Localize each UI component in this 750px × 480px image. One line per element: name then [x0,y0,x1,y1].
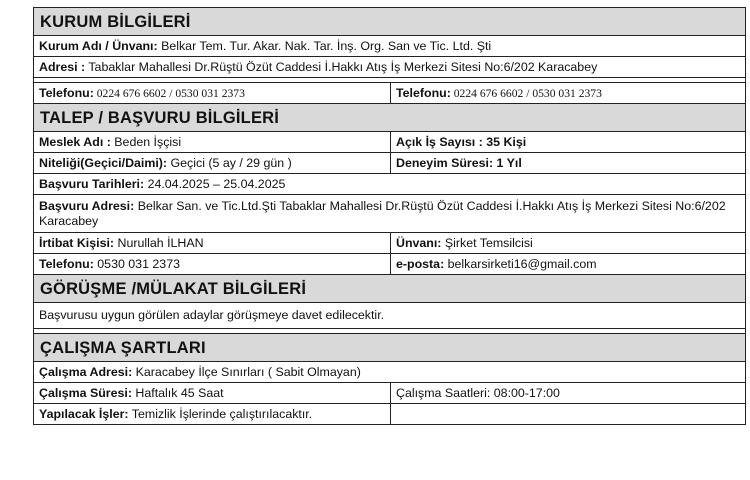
iletisim-row [33,254,746,275]
section-talep-header [33,104,746,132]
unvan-label: Ünvanı: [396,236,442,250]
meslek-cell [34,132,390,152]
gorusme-text: Başvurusu uygun görülen adaylar görüşmeye davet edilecektir. [39,308,385,322]
section-calisma-header [33,333,746,362]
eposta-label: e-posta: [396,257,445,271]
basvuru-adres-row [33,195,746,233]
kurum-adres-row [33,57,746,78]
irtibat-row [33,233,746,254]
basvuru-adres-label: Başvuru Adresi: [39,199,135,213]
telefon-cell [34,254,390,274]
kurum-ad-label: Kurum Adı / Ünvanı: [39,39,158,53]
kurum-telefon-row [33,82,746,104]
empty-cell [390,404,745,424]
acik-is-label: Açık İş Sayısı : 35 Kişi [396,135,527,149]
basvuru-tarih-label: Başvuru Tarihleri: [39,177,145,191]
basvuru-tarih-value: 24.04.2025 – 25.04.2025 [144,177,286,191]
calisma-adres-label: Çalışma Adresi: [39,365,133,379]
yapilacak-isler-value: Temizlik İşlerinde çalıştırılacaktır. [128,407,313,421]
meslek-value: Beden İşçisi [110,135,182,149]
calisma-sure-value: Haftalık 45 Saat [131,386,224,400]
kurum-telefon-2-value: 0224 676 6602 / 0530 031 2373 [450,87,602,100]
section-title-calisma: ÇALIŞMA ŞARTLARI [34,334,745,361]
kurum-telefon-2-label: Telefonu: [396,86,451,100]
telefon-value: 0530 031 2373 [93,257,180,271]
calisma-adres-row [33,362,746,383]
kurum-telefon-1-value: 0224 676 6602 / 0530 031 2373 [93,87,245,100]
section-gorusme-header [33,275,746,303]
calisma-sure-label: Çalışma Süresi: [39,386,132,400]
basvuru-tarih-row [33,174,746,195]
eposta-value: belkarsirketi16@gmail.com [444,257,597,271]
meslek-row [33,132,746,153]
kurum-telefon-2-cell [390,83,745,103]
nitelik-value: Geçici (5 ay / 29 gün ) [167,156,292,170]
section-title-talep: TALEP / BAŞVURU BİLGİLERİ [34,104,745,131]
section-kurum-header [33,7,746,36]
section-title-kurum: KURUM BİLGİLERİ [34,8,745,35]
eposta-cell [390,254,745,274]
irtibat-value: Nurullah İLHAN [114,236,204,250]
unvan-value: Şirket Temsilcisi [441,236,533,250]
yapilacak-isler-row [33,404,746,425]
gorusme-row [33,303,746,329]
kurum-adres-cell [34,57,745,77]
deneyim-cell [390,153,745,173]
calisma-saat-value: Çalışma Saatleri: 08:00-17:00 [396,386,560,400]
kurum-adres-label: Adresi : [39,60,86,74]
section-title-gorusme: GÖRÜŞME /MÜLAKAT BİLGİLERİ [34,275,745,302]
form-document [33,7,746,425]
acik-is-cell [390,132,745,152]
deneyim-label: Deneyim Süresi: 1 Yıl [396,156,522,170]
kurum-telefon-1-cell [34,83,390,103]
kurum-ad-row [33,36,746,57]
calisma-sure-cell [34,383,390,403]
calisma-adres-cell [34,362,745,382]
nitelik-row [33,153,746,174]
kurum-ad-cell [34,36,745,56]
nitelik-cell [34,153,390,173]
kurum-ad-value: Belkar Tem. Tur. Akar. Nak. Tar. İnş. Org. San ve Tic. Ltd. Şti [157,39,492,53]
basvuru-tarih-cell [34,174,745,194]
calisma-sure-row [33,383,746,404]
unvan-cell [390,233,745,253]
yapilacak-isler-label: Yapılacak İşler: [39,407,129,421]
calisma-saat-cell [390,383,745,403]
irtibat-cell [34,233,390,253]
meslek-label: Meslek Adı : [39,135,111,149]
basvuru-adres-value: Belkar San. ve Tic.Ltd.Şti Tabaklar Mahallesi Dr.Rüştü Özüt Caddesi İ.Hakkı Atış İş Merkezi Sitesi No:6/202 Karacabey [39,199,726,228]
basvuru-adres-cell [34,195,745,232]
irtibat-label: İrtibat Kişisi: [39,236,115,250]
calisma-adres-value: Karacabey İlçe Sınırları ( Sabit Olmayan) [132,365,361,379]
nitelik-label: Niteliği(Geçici/Daimi): [39,156,168,170]
yapilacak-isler-cell [34,404,390,424]
kurum-adres-value: Tabaklar Mahallesi Dr.Rüştü Özüt Caddesi İ.Hakkı Atış İş Merkezi Sitesi No:6/202 Karacabey [85,60,598,74]
telefon-label: Telefonu: [39,257,94,271]
kurum-telefon-1-label: Telefonu: [39,86,94,100]
